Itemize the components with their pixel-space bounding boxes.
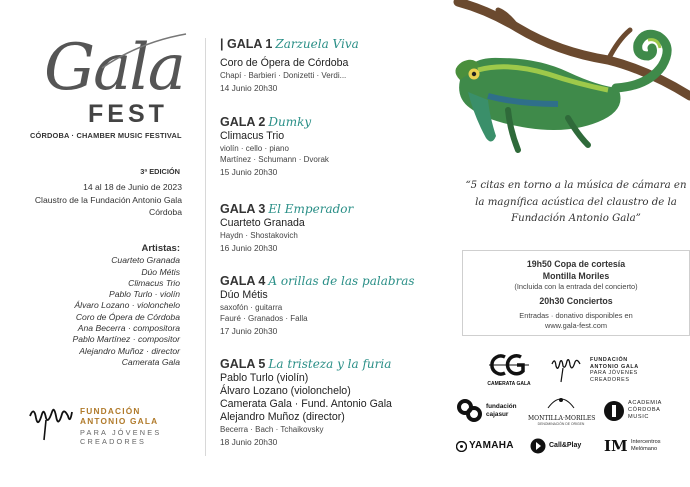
gala-title: Zarzuela Viva [275,37,359,51]
list-item: Álvaro Lozano · violonchelo [74,300,180,311]
tickets-info [462,311,690,331]
foundation-subtitle [80,428,161,446]
sponsor-fund-name [590,357,639,383]
list-item: Camerata Gala [121,356,180,367]
sponsor-fundacion-cajasur [456,398,526,426]
chameleon-illustration-icon [448,0,690,160]
venue-line-1: Claustro de la Fundación Antonio Gala [34,194,182,205]
gala-5 [220,356,430,448]
festival-dates [35,181,182,219]
call-play-label: Call&Play [549,442,582,449]
gala-program: Fauré · Granados · Falla [220,314,308,323]
gala-date: 18 Junio 20h30 [220,437,278,447]
gala-1: | GALA 1 Zarzuela Viva Coro de Ópera de Córdoba Chapí · Barbieri · Donizetti · Verdi... 14 Junio 20h30 [220,36,430,94]
list-item: Climacus Trio [128,277,180,288]
gala-title: Dumky [268,115,312,129]
tickets-line-1: Entradas · donativo disponibles en [519,311,633,320]
festival-quote [462,178,690,228]
list-item: Coro de Ópera de Córdoba [75,311,180,322]
logo-gala-script: Gala [44,31,184,105]
gala-date: 15 Junio 20h30 [220,167,278,177]
foundation-name [80,406,158,426]
list-item: Pablo Turlo · violín [108,289,180,300]
gala-number: GALA 4 [220,274,266,288]
foundation-name-line-2: ANTONIO GALA [80,416,159,426]
academia-line-3: MUSIC [628,414,650,420]
sponsor-montilla-moriles [528,394,594,426]
gala-title: A orillas de las palabras [268,274,415,288]
foundation-sub-line-2: CREADORES [80,437,147,446]
camerata-label: CAMERATA GALA [487,381,531,387]
montilla-label: MONTILLA·MORILES [528,415,596,422]
gala-performer: Camerata Gala · Fund. Antonio Gala [220,398,392,410]
gala-3 [220,201,430,254]
academia-label [628,400,662,421]
cajasur-line-1: fundación [486,403,517,410]
gala-performer: Climacus Trio [220,130,285,142]
sponsor-fund-name-1: FUNDACIÓN [590,357,628,363]
gala-4 [220,273,430,337]
artists-heading: Artistas: [141,243,180,254]
sponsor-academia-cordoba-music [603,398,683,426]
gala-performer: Dúo Métis [220,289,268,301]
sponsor-yamaha [456,440,516,454]
sponsor-fund-name-2: ANTONIO GALA [590,363,639,370]
gala-number: GALA 5 [220,357,266,371]
tickets-url[interactable]: www.gala-fest.com [544,321,608,330]
artists-list [73,243,180,368]
camerata-gala-logo-icon [487,354,531,376]
gala-performer: Coro de Ópera de Córdoba [220,57,349,69]
gala-date: 17 Junio 20h30 [220,326,278,336]
festival-subtitle: CÓRDOBA · CHAMBER MUSIC FESTIVAL [30,131,182,140]
column-divider [205,38,206,456]
gala-program: Martínez · Schumann · Dvorak [220,155,329,164]
yamaha-label: YAMAHA [469,440,514,451]
intercentros-line-2: Melómano [631,446,658,452]
gala-performer: Álvaro Lozano (violonchelo) [220,385,351,397]
gala-program: Chapí · Barbieri · Donizetti · Verdi... [220,71,347,80]
copa-info [462,258,690,282]
logo-fest-word: FEST [88,100,168,128]
yamaha-tuning-fork-icon [456,441,467,452]
foundation-sub-line-1: PARA JÓVENES [80,428,162,437]
quote-line-3: Fundación Antonio Gala” [511,213,641,224]
list-item: Cuarteto Granada [111,255,180,266]
gala-performer: Alejandro Muñoz (director) [220,411,345,423]
logo-swoosh-icon [100,32,190,72]
sponsor-intercentros-melomano [604,437,684,457]
gala-title: La tristeza y la furia [268,357,392,371]
edition-label: 3ª EDICIÓN [140,167,180,176]
academia-line-2: CÓRDOBA [628,407,661,413]
sponsor-camerata-gala [484,354,534,387]
sponsor-fund-sub-2: CREADORES [590,376,630,383]
gala-number: GALA 3 [220,202,266,216]
gala-date: 16 Junio 20h30 [220,243,278,253]
montilla-grapes-icon [546,394,576,410]
quote-line-2: la magnífica acústica del claustro de la [475,196,677,208]
intercentros-line-1: Intercentros [631,439,661,445]
dates-text: 14 al 18 de Junio de 2023 [83,182,182,192]
academia-line-1: ACADEMIA [628,400,663,406]
gala-performer: Pablo Turlo (violín) [220,372,309,384]
gala-number: GALA 1 [226,37,273,51]
intercentros-label [631,439,661,453]
gala-number: GALA 2 [220,115,266,129]
copa-line-1: 19h50 Copa de cortesía [526,259,626,269]
gala-title: El Emperador [268,202,354,216]
gala-program: Haydn · Shostakovich [220,231,298,240]
sponsor-call-and-play [530,438,596,456]
foundation-name-line-1: FUNDACIÓN [80,406,141,416]
sponsor-fund-sub-1: PARA JÓVENES [590,370,638,376]
sponsor-fundacion-antonio-gala [550,356,670,384]
gala-instruments: violín · cello · piano [220,144,289,153]
cajasur-logo-icon [456,398,484,424]
list-item: Alejandro Muñoz · director [79,345,180,356]
intercentros-logo-icon: IM [604,437,628,455]
quote-line-1: “5 citas en torno a la música de cámara en [465,180,687,191]
gala-2 [220,114,430,178]
copa-line-2: Montilla Moriles [542,271,610,281]
academia-logo-icon [603,400,625,422]
foundation-signature-icon [28,404,76,444]
cajasur-line-2: cajasur [486,410,509,418]
call-play-logo-icon [530,438,546,454]
list-item: Pablo Martínez · compositor [72,334,180,345]
venue-line-2: Córdoba [149,207,182,217]
list-item: Dúo Métis [141,266,180,277]
concerts-time: 20h30 Conciertos [539,296,613,306]
gala-performer: Cuarteto Granada [220,217,305,229]
gala-instruments: saxofón · guitarra [220,303,283,312]
gala-program: Becerra · Bach · Tchaikovsky [220,425,324,434]
list-item: Ana Becerra · compositora [77,323,180,334]
gala-date: 14 Junio 20h30 [220,83,278,93]
montilla-sub-label: DENOMINACIÓN DE ORIGEN [537,422,585,426]
signature-small-icon [550,356,586,384]
copa-note: (Incluida con la entrada del concierto) [514,282,638,291]
cajasur-label [486,403,517,418]
